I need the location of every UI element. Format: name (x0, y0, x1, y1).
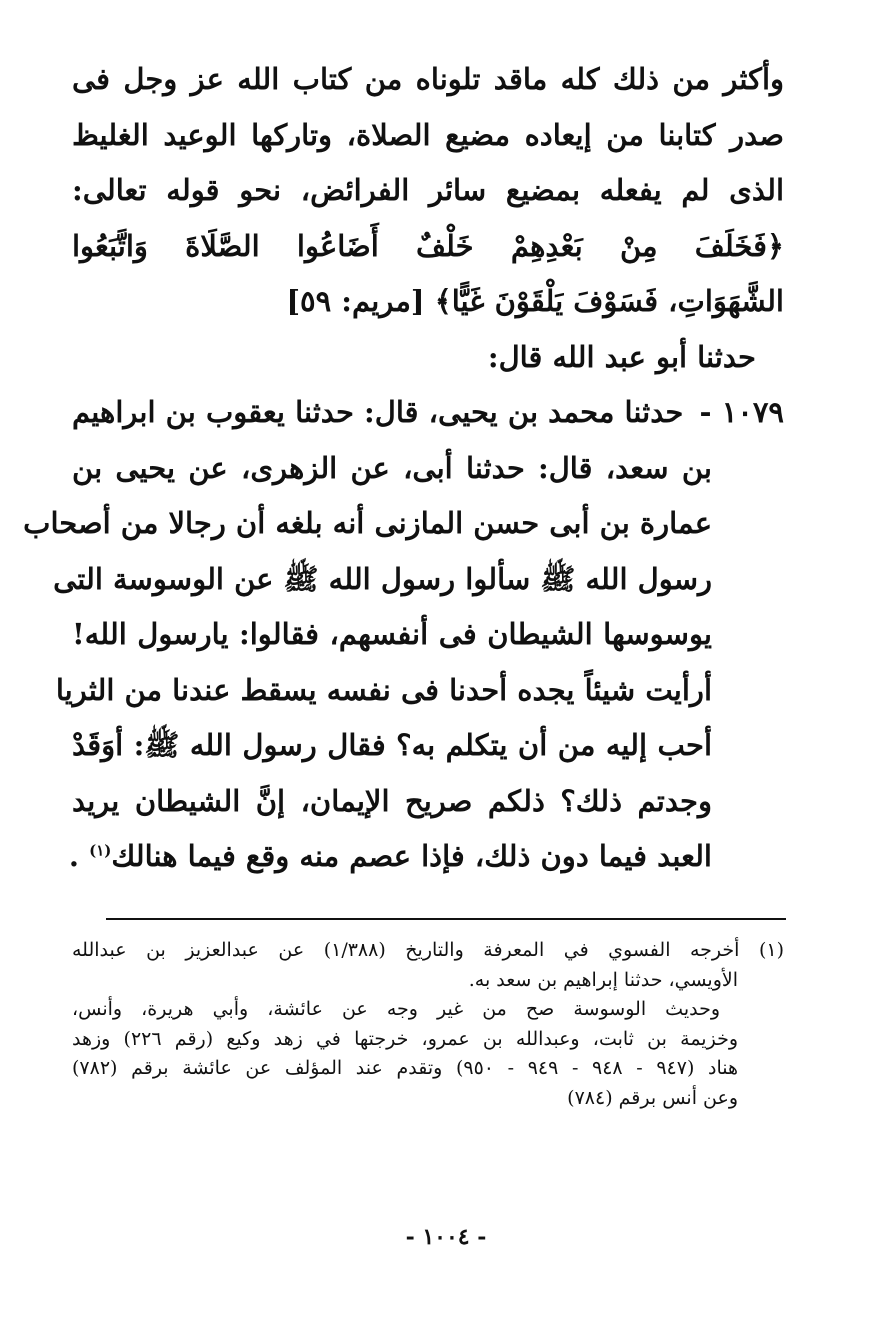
footnote-reference[interactable]: (١) (89, 841, 112, 860)
hadith-line-4: رسول الله ﷺ سألوا رسول الله ﷺ عن الوسوسة التى (53, 561, 712, 596)
footnote-1-marker: (١) (758, 939, 784, 961)
end-dot: . (68, 839, 79, 873)
hadith-last-line-text: العبد فيما دون ذلك، فإذا عصم منه وقع فيما هنالك (111, 839, 712, 873)
intro-line-2: صدر كتابنا من إيعاده مضيع الصلاة، وتاركها الوعيد الغليظ (72, 117, 784, 152)
quran-verse-line-1: ﴿فَخَلَفَ مِنْ بَعْدِهِمْ خَلْفٌ أَضَاعُوا الصَّلَاةَ وَاتَّبَعُوا (72, 228, 784, 263)
footnote-para-line-4: وعن أنس برقم (٧٨٤) (567, 1086, 738, 1109)
footnote-para-line-2: وخزيمة بن ثابت، وعبدالله بن عمرو، خرجتها في زهد وكيع (رقم ٢٢٦) وزهد (72, 1027, 738, 1050)
hadith-first-line (72, 385, 784, 441)
narrator-line: حدثنا أبو عبد الله قال: (487, 339, 756, 374)
hadith-line-2: بن سعد، قال: حدثنا أبى، عن الزهرى، عن يحيى بن (72, 450, 712, 485)
hadith-last-line (68, 829, 712, 885)
intro-line-1: وأكثر من ذلك كله ماقد تلوناه من كتاب الله عز وجل فى (72, 62, 784, 96)
quran-verse-line-2: الشَّهَوَاتِ، فَسَوْفَ يَلْقَوْنَ غَيًّا﴾ [مريم: ٥٩] (286, 284, 784, 318)
main-text (23, 52, 784, 885)
hadith-line-5: يوسوسها الشيطان فى أنفسهم، فقالوا: يارسول الله! (72, 617, 712, 651)
hadith-line-8: وجدتم ذلك؟ ذلكم صريح الإيمان، إنَّ الشيطان يريد (72, 783, 712, 818)
hadith-first-line-text: حدثنا محمد بن يحيى، قال: حدثنا يعقوب بن ابراهيم (72, 395, 684, 429)
footnote-para-line-3: هناد (٩٤٧ - ٩٤٨ - ٩٤٩ - ٩٥٠) وتقدم عند المؤلف عن عائشة برقم (٧٨٢) (72, 1057, 739, 1079)
hadith-line-6: أرأيت شيئاً يجده أحدنا فى نفسه يسقط عندنا من الثريا (55, 672, 712, 707)
hadith-number: ١٠٧٩ - (699, 395, 784, 429)
footnote-divider (106, 918, 786, 920)
hadith-line-7: أحب إليه من أن يتكلم به؟ فقال رسول الله ﷺ: أوَقَدْ (72, 728, 712, 762)
footnotes (72, 936, 784, 1113)
hadith-line-3: عمارة بن أبى حسن المازنى أنه بلغه أن رجالا من أصحاب (23, 506, 712, 540)
hadith-body (23, 441, 784, 885)
footnote-1-line-1: (١) أخرجه الفسوي في المعرفة والتاريخ (١/٣٨٨) عن عبدالعزيز بن عبدالله (72, 939, 784, 961)
footnote-paragraph (72, 995, 784, 1113)
footnote-para-line-1: وحديث الوسوسة صح من غير وجه عن عائشة، وأبي هريرة، وأنس، (72, 998, 720, 1020)
page-number: - ١٠٠٤ - (405, 1224, 487, 1250)
intro-line-3: الذى لم يفعله بمضيع سائر الفرائض، نحو قوله تعالى: (72, 173, 784, 207)
footnote-1-line-2: الأويسي، حدثنا إبراهيم بن سعد به. (468, 968, 738, 991)
